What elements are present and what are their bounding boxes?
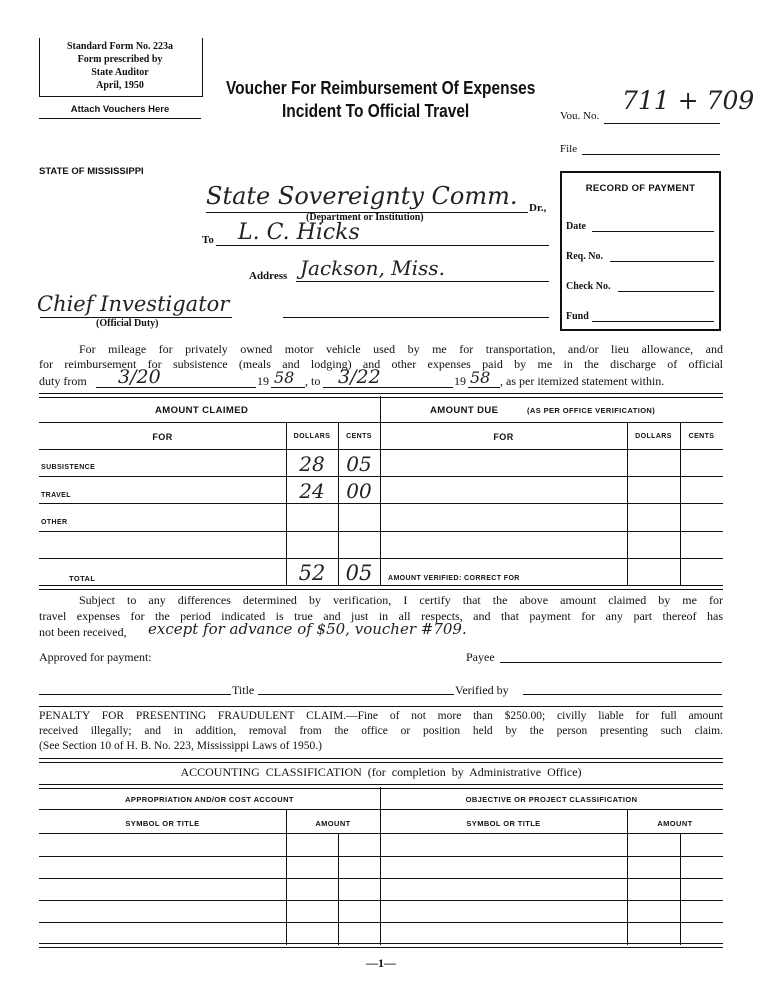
row-travel-dollars[interactable]: 24 [299, 479, 325, 503]
attach-vouchers-label: Attach Vouchers Here [70, 104, 170, 115]
from-date-value[interactable]: 3/20 [118, 366, 161, 388]
penalty-top-rule [39, 706, 723, 707]
acct-row-divider-4 [39, 900, 723, 901]
record-date-label: Date [566, 221, 586, 232]
official-duty-value[interactable]: Chief Investigator [37, 292, 230, 316]
payee-label: Payee [466, 650, 495, 664]
certification-line1: Subject to any differences determined by verification, I certify that the above amount claimed by me for [79, 593, 723, 607]
to-date-value[interactable]: 3/22 [338, 366, 381, 388]
attach-underline [39, 118, 201, 119]
acct-right-amount-col [627, 809, 628, 945]
claims-mid-divider [380, 396, 381, 585]
penalty-line3: (See Section 10 of H. B. No. 223, Mississippi Laws of 1950.) [39, 740, 323, 752]
voucher-title-line2: Incident To Official Travel [282, 101, 470, 121]
duty-from-label: duty from [39, 374, 87, 388]
amount-verified-label: AMOUNT VERIFIED: CORRECT FOR [388, 575, 520, 582]
row-other-divider [39, 531, 723, 532]
department-value[interactable]: State Sovereignty Comm. [206, 182, 518, 210]
claims-top-border [39, 393, 723, 398]
claims-bottom-border [39, 585, 723, 590]
row-subsistence-dollars[interactable]: 28 [299, 452, 325, 476]
statement-tail: , as per itemized statement within. [500, 374, 665, 388]
penalty-line1: PENALTY FOR PRESENTING FRAUDULENT CLAIM.—Fine of not more than $250.00; civilly liable for full amount [39, 710, 723, 722]
total-label: TOTAL [69, 574, 96, 583]
left-amount-header: AMOUNT [315, 819, 351, 828]
record-fund-label: Fund [566, 311, 589, 322]
claims-cents-header: CENTS [346, 433, 372, 440]
acct-row-divider-5 [39, 922, 723, 923]
claims-dollars-header: DOLLARS [293, 433, 331, 440]
record-req-line[interactable] [610, 261, 714, 262]
statement-line2: for reimbursement for subsistence (meals and lodging) and other expenses paid by me in the discharge of official [39, 357, 723, 371]
total-cents[interactable]: 05 [345, 561, 373, 585]
certification-line2: travel expenses for the period indicated is true and just in all respects, and that payment for any part thereof has [39, 609, 723, 623]
to-label: To [202, 234, 214, 246]
voucher-title-line1: Voucher For Reimbursement Of Expenses [226, 78, 536, 98]
row-other-label: OTHER [41, 519, 68, 526]
right-symbol-header: SYMBOL OR TITLE [466, 819, 541, 828]
row-subsistence-label: SUBSISTENCE [41, 464, 96, 471]
address-underline [296, 281, 549, 282]
address-value[interactable]: Jackson, Miss. [300, 256, 445, 280]
department-caption: (Department or Institution) [306, 212, 424, 223]
to-underline [216, 245, 549, 246]
record-check-line[interactable] [618, 291, 714, 292]
acct-left-amount-col [286, 809, 287, 945]
record-check-label: Check No. [566, 281, 611, 292]
page-number: —1— [366, 956, 396, 970]
row-subsistence-divider [39, 476, 723, 477]
due-cents-header: CENTS [688, 433, 715, 440]
vou-no-label: Vou. No. [560, 110, 600, 122]
vou-no-value[interactable]: 711 + 709 [622, 86, 755, 115]
record-date-line[interactable] [592, 231, 714, 232]
left-symbol-header: SYMBOL OR TITLE [125, 819, 200, 828]
state-label: STATE OF MISSISSIPPI [39, 166, 144, 177]
row-travel-cents[interactable]: 00 [346, 479, 372, 503]
address-label: Address [249, 270, 288, 282]
file-underline [582, 154, 720, 155]
total-dollars[interactable]: 52 [298, 561, 326, 585]
form-date-line: April, 1950 [96, 80, 144, 91]
accounting-bottom-border [39, 943, 723, 948]
row-subsistence-cents[interactable]: 05 [346, 452, 372, 476]
to-date-label: , to [305, 374, 321, 388]
advance-handwritten-note[interactable]: except for advance of $50, voucher #709. [148, 620, 467, 638]
payee-signature-line[interactable] [500, 662, 722, 663]
accounting-top-border [39, 758, 723, 763]
dr-label: Dr., [529, 202, 547, 214]
extra-address-underline [283, 317, 549, 318]
file-label: File [560, 143, 578, 155]
year1-underline [271, 387, 305, 388]
accounting-title: ACCOUNTING CLASSIFICATION (for completion by Administrative Office) [180, 765, 582, 779]
title-label: Title [232, 683, 255, 697]
due-for-header: FOR [493, 432, 514, 442]
acct-row-divider-2 [39, 856, 723, 857]
year-prefix-2: 19 [454, 374, 466, 388]
objective-header: OBJECTIVE OR PROJECT CLASSIFICATION [465, 795, 638, 804]
acct-row-divider-3 [39, 878, 723, 879]
amount-due-label: AMOUNT DUE [430, 405, 499, 416]
approver-signature-line[interactable] [39, 694, 231, 695]
verified-by-label: Verified by [455, 683, 509, 697]
acct-left-cents-col [338, 833, 339, 945]
approved-for-payment-label: Approved for payment: [39, 650, 152, 664]
title-line[interactable] [258, 694, 454, 695]
verified-by-line[interactable] [523, 694, 722, 695]
official-duty-caption: (Official Duty) [96, 318, 159, 329]
statement-line1: For mileage for privately owned motor vehicle used by me for transportation, and/or lieu allowance, and [79, 342, 723, 356]
to-value[interactable]: L. C. Hicks [238, 220, 360, 245]
claims-head-divider [39, 422, 723, 423]
row-travel-label: TRAVEL [41, 492, 71, 499]
penalty-line2: received illegally; and in addition, removal from the office or position held by the person presenting such claim. [39, 725, 723, 737]
record-of-payment-title: RECORD OF PAYMENT [585, 183, 696, 194]
acct-row-divider-1 [39, 833, 723, 834]
year-value-1[interactable]: 58 [274, 368, 295, 387]
acct-right-cents-col [680, 833, 681, 945]
record-req-label: Req. No. [566, 251, 603, 262]
amount-claimed-label: AMOUNT CLAIMED [155, 405, 249, 416]
accounting-title-divider [39, 784, 723, 789]
year2-underline [468, 387, 500, 388]
form-auditor-line: State Auditor [91, 67, 149, 78]
form-number-line: Standard Form No. 223a [66, 41, 174, 52]
row-travel-divider [39, 503, 723, 504]
due-dollars-header: DOLLARS [635, 433, 672, 440]
right-amount-header: AMOUNT [657, 819, 693, 828]
form-prescribed-line: Form prescribed by [77, 54, 163, 65]
claims-colhead-divider [39, 449, 723, 450]
record-fund-line[interactable] [592, 321, 714, 322]
year-value-2[interactable]: 58 [470, 368, 491, 387]
claims-for-header: FOR [152, 432, 173, 442]
appropriation-header: APPROPRIATION AND/OR COST ACCOUNT [125, 795, 294, 804]
amount-due-note: (AS PER OFFICE VERIFICATION) [527, 406, 656, 415]
vou-no-underline [604, 123, 720, 124]
row-blank-divider [39, 558, 723, 559]
accounting-head-divider [39, 809, 723, 810]
certification-line3: not been received, [39, 625, 127, 639]
year-prefix-1: 19 [257, 374, 269, 388]
